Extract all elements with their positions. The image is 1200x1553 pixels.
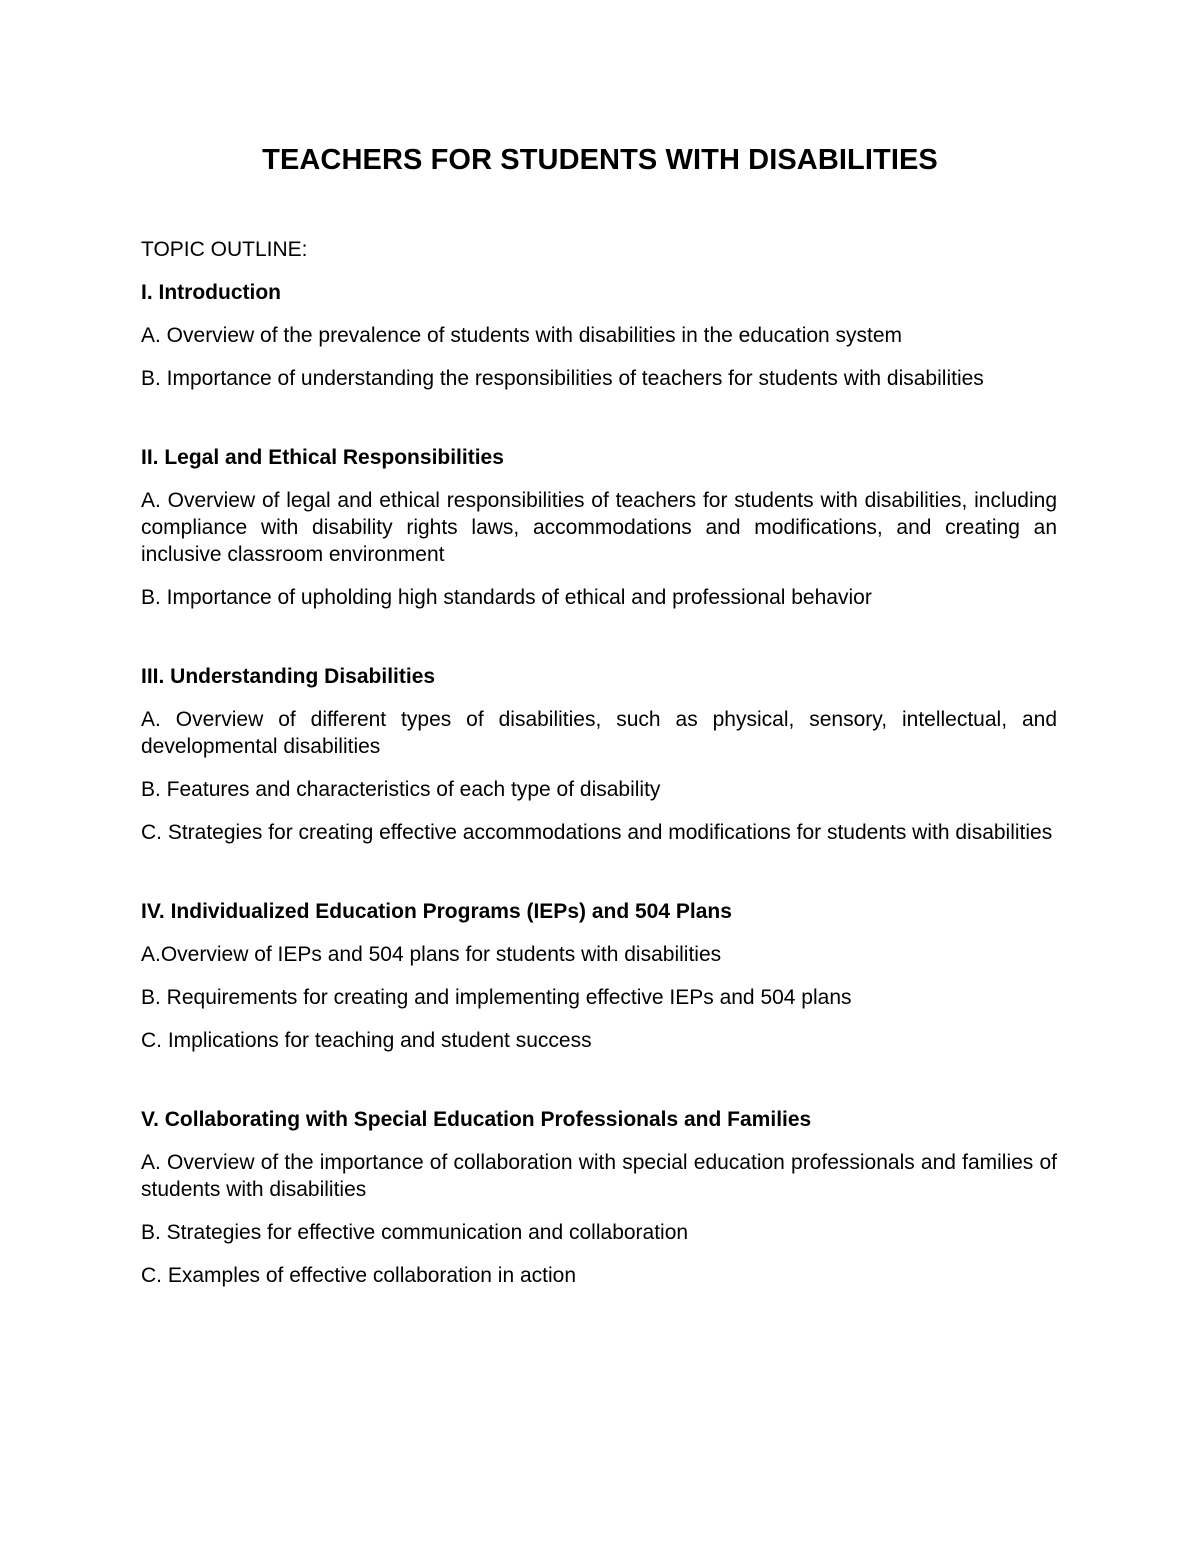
section-heading: III. Understanding Disabilities	[141, 665, 436, 688]
outline-item: A. Overview of legal and ethical responsibilities of teachers for students with disabilities, including compliance with disability rights laws, accommodations and modifications, and creating an inclusive classroom environment	[141, 489, 1057, 566]
outline-item: B. Features and characteristics of each type of disability	[141, 778, 661, 801]
outline-section-2	[141, 444, 1057, 611]
outline-section-1	[141, 279, 1057, 392]
outline-item: A. Overview of the importance of collaboration with special education professionals and families of students with disabilities	[141, 1151, 1057, 1201]
outline-section-4	[141, 898, 1057, 1054]
outline-item: A. Overview of different types of disabilities, such as physical, sensory, intellectual, and developmental disabilities	[141, 708, 1057, 758]
section-heading: IV. Individualized Education Programs (IEPs) and 504 Plans	[141, 900, 732, 923]
section-heading: I. Introduction	[141, 281, 281, 304]
outline-section-5	[141, 1106, 1057, 1289]
outline-item: C. Examples of effective collaboration in action	[141, 1264, 577, 1287]
outline-item: B. Requirements for creating and implementing effective IEPs and 504 plans	[141, 986, 852, 1009]
outline-item: A.Overview of IEPs and 504 plans for students with disabilities	[141, 943, 722, 966]
outline-item: A. Overview of the prevalence of students with disabilities in the education system	[141, 324, 903, 347]
outline-item: B. Importance of upholding high standards of ethical and professional behavior	[141, 586, 872, 609]
document-body	[141, 236, 1057, 1289]
outline-item: B. Strategies for effective communication and collaboration	[141, 1221, 689, 1244]
section-heading: V. Collaborating with Special Education Professionals and Families	[141, 1108, 812, 1131]
section-heading: II. Legal and Ethical Responsibilities	[141, 446, 504, 469]
topic-outline-label: TOPIC OUTLINE:	[141, 238, 308, 261]
outline-item: B. Importance of understanding the responsibilities of teachers for students with disabilities	[141, 367, 984, 390]
outline-section-3	[141, 663, 1057, 846]
document-title: TEACHERS FOR STUDENTS WITH DISABILITIES	[262, 144, 938, 176]
outline-item: C. Strategies for creating effective accommodations and modifications for students with disabilities	[141, 821, 1053, 844]
outline-item: C. Implications for teaching and student success	[141, 1029, 592, 1052]
